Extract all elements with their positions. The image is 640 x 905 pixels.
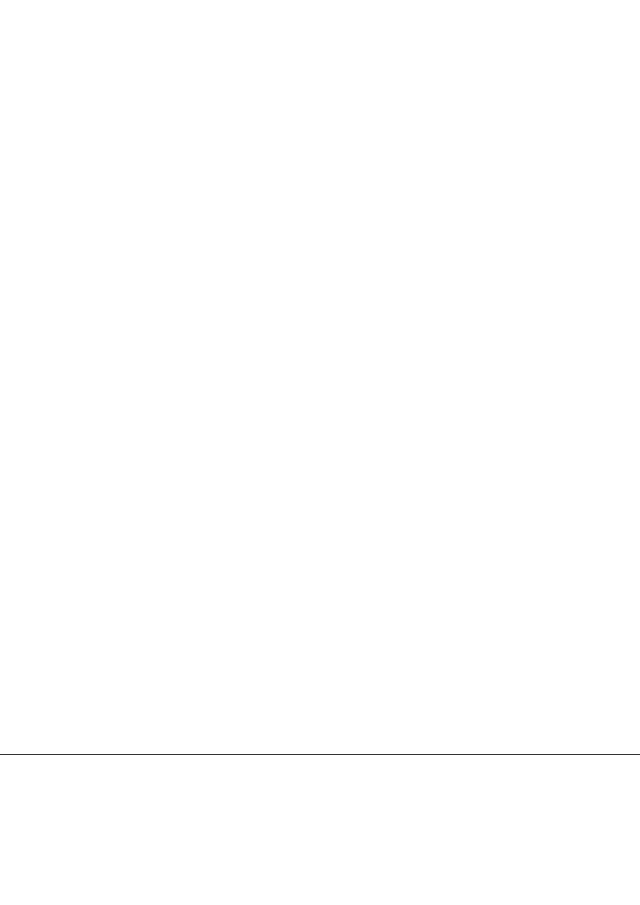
page-divider — [0, 754, 640, 755]
